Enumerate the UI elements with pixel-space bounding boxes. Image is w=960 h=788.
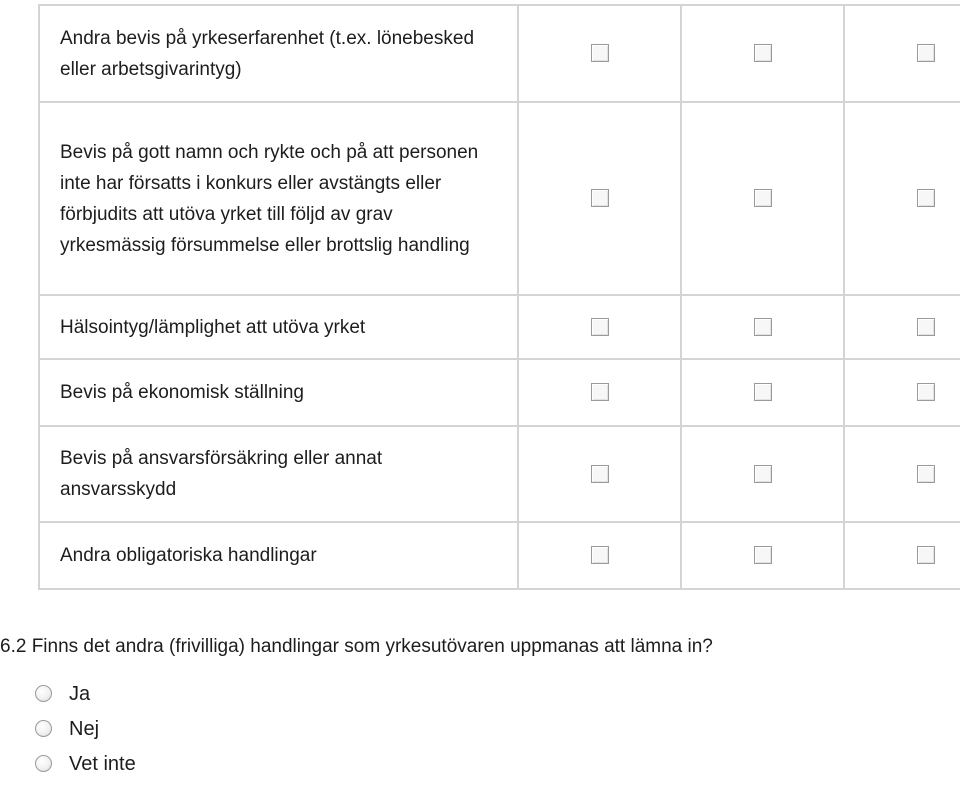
checkbox[interactable]: [754, 44, 772, 62]
checkbox[interactable]: [591, 465, 609, 483]
checkbox-cell: [518, 426, 681, 522]
checkbox[interactable]: [917, 318, 935, 336]
checkbox[interactable]: [917, 546, 935, 564]
checkbox[interactable]: [754, 383, 772, 401]
row-label: Bevis på gott namn och rykte och på att personen inte har försatts i konkurs eller avstängts eller förbjudits att utöva yrket till följd av grav yrkesmässig försummelse eller brottslig handling: [39, 102, 518, 295]
checkbox-cell: [518, 5, 681, 102]
radio-option-ja[interactable]: [35, 683, 136, 718]
checkbox[interactable]: [754, 465, 772, 483]
radio-button[interactable]: [35, 755, 52, 772]
table-row: [39, 359, 960, 426]
checkbox[interactable]: [591, 383, 609, 401]
checkbox-cell: [518, 295, 681, 359]
checkbox[interactable]: [591, 189, 609, 207]
radio-label: Nej: [69, 718, 100, 740]
radio-option-vet-inte[interactable]: [35, 753, 136, 788]
checkbox[interactable]: [917, 465, 935, 483]
table-row: [39, 522, 960, 589]
checkbox-cell: [844, 5, 960, 102]
checkbox-cell: [518, 359, 681, 426]
question-text: 6.2 Finns det andra (frivilliga) handlingar som yrkesutövaren uppmanas att lämna in?: [0, 636, 713, 657]
checkbox-cell: [844, 426, 960, 522]
table-row: [39, 426, 960, 522]
radio-option-nej[interactable]: [35, 718, 136, 753]
checkbox[interactable]: [754, 189, 772, 207]
checkbox-cell: [681, 426, 844, 522]
checkbox-cell: [844, 102, 960, 295]
checkbox-cell: [681, 359, 844, 426]
checkbox-cell: [844, 522, 960, 589]
radio-button[interactable]: [35, 685, 52, 702]
checkbox-cell: [681, 295, 844, 359]
row-label: Andra obligatoriska handlingar: [39, 522, 518, 589]
row-label: Bevis på ekonomisk ställning: [39, 359, 518, 426]
radio-label: Vet inte: [69, 753, 136, 775]
row-label: Bevis på ansvarsförsäkring eller annat ansvarsskydd: [39, 426, 518, 522]
checkbox-cell: [518, 102, 681, 295]
radio-label: Ja: [69, 683, 91, 705]
checkbox-cell: [518, 522, 681, 589]
checkbox-cell: [844, 295, 960, 359]
checkbox-cell: [681, 5, 844, 102]
table-row: [39, 5, 960, 102]
table-row: [39, 102, 960, 295]
table-row: [39, 295, 960, 359]
checkbox[interactable]: [917, 189, 935, 207]
checkbox-cell: [844, 359, 960, 426]
checkbox[interactable]: [917, 44, 935, 62]
radio-button[interactable]: [35, 720, 52, 737]
row-label: Andra bevis på yrkeserfarenhet (t.ex. lönebesked eller arbetsgivarintyg): [39, 5, 518, 102]
checkbox[interactable]: [591, 44, 609, 62]
documents-table: [38, 4, 960, 590]
checkbox[interactable]: [591, 546, 609, 564]
row-label: Hälsointyg/lämplighet att utöva yrket: [39, 295, 518, 359]
checkbox[interactable]: [917, 383, 935, 401]
checkbox[interactable]: [591, 318, 609, 336]
checkbox-cell: [681, 102, 844, 295]
checkbox[interactable]: [754, 546, 772, 564]
checkbox[interactable]: [754, 318, 772, 336]
checkbox-cell: [681, 522, 844, 589]
radio-group: [35, 683, 136, 788]
